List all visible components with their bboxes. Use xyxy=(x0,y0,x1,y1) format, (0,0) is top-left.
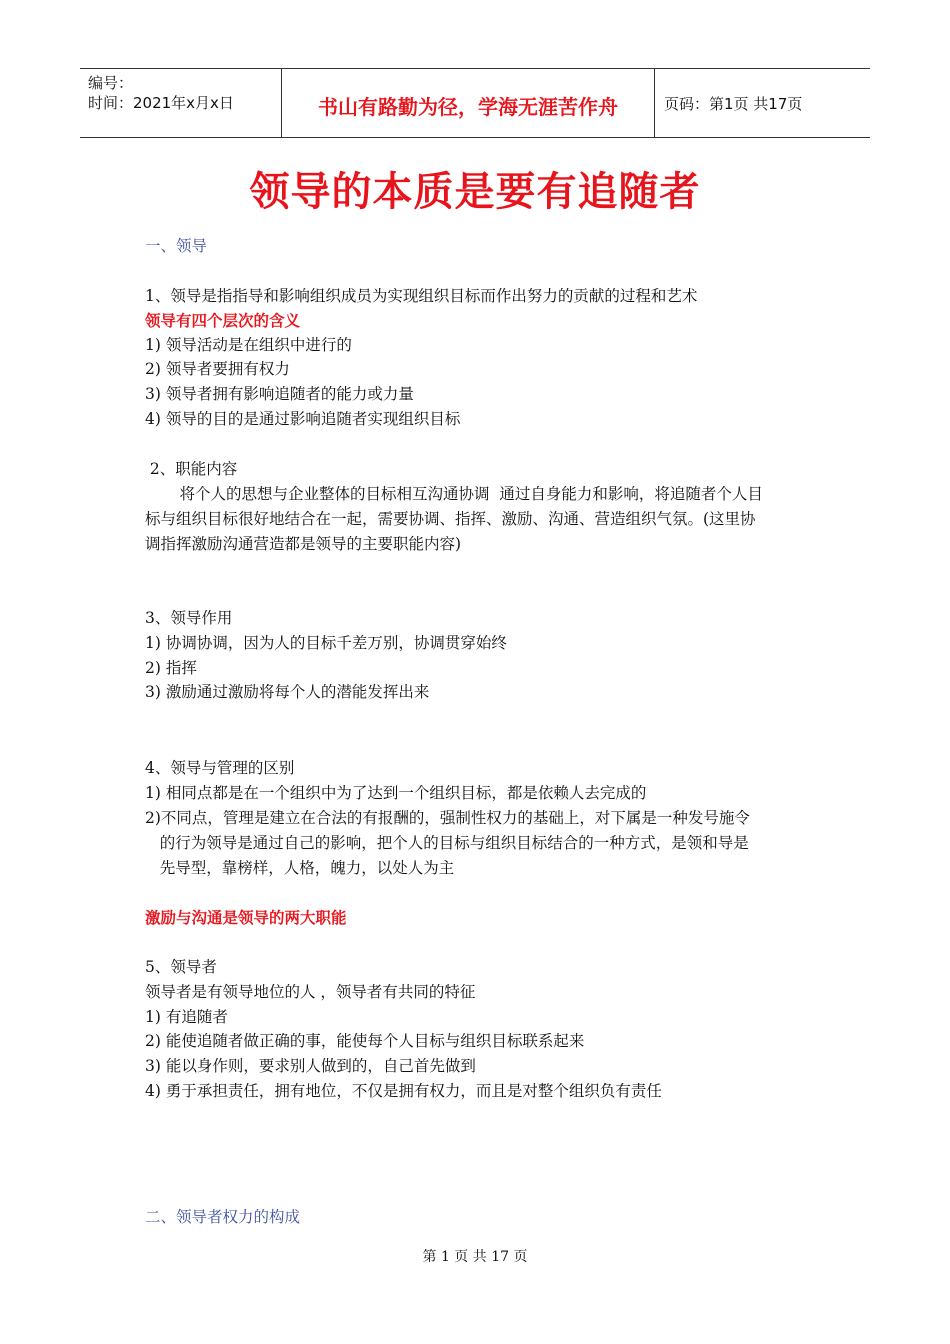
subsection-heading: 3、领导作用 xyxy=(145,609,233,627)
header-motto: 书山有路勤为径，学海无涯苦作舟 xyxy=(318,95,618,119)
list-item: 1) 相同点都是在一个组织中为了达到一个组织目标，都是依赖人去完成的 xyxy=(145,784,647,802)
red-emphasis: 领导有四个层次的含义 xyxy=(145,312,301,330)
list-item: 1) 有追随者 xyxy=(145,1008,228,1026)
list-item: 3) 激励通过激励将每个人的潜能发挥出来 xyxy=(145,683,430,701)
list-item: 1) 协调协调，因为人的目标千差万别，协调贯穿始终 xyxy=(145,634,507,652)
list-item: 3) 能以身作则，要求别人做到的，自己首先做到 xyxy=(145,1057,476,1075)
list-item: 2) 领导者要拥有权力 xyxy=(145,360,290,378)
subsection-heading: 4、领导与管理的区别 xyxy=(145,759,295,777)
section-heading: 二、领导者权力的构成 xyxy=(145,1208,301,1226)
list-item: 1) 领导活动是在组织中进行的 xyxy=(145,336,352,354)
list-item-continued: 先导型，靠榜样，人格，魄力，以处人为主 xyxy=(145,859,455,877)
paragraph-line: 调指挥激励沟通营造都是领导的主要职能内容) xyxy=(145,535,462,553)
document-title: 领导的本质是要有追随者 xyxy=(249,169,701,215)
section-heading: 一、领导 xyxy=(145,237,208,255)
list-item: 2) 指挥 xyxy=(145,659,197,677)
time-label: 时间：2021年x月x日 xyxy=(88,94,234,112)
list-item: 2)不同点，管理是建立在合法的有报酬的，强制性权力的基础上，对下属是一种发号施令 xyxy=(145,809,750,827)
list-item: 2) 能使追随者做正确的事，能使每个人目标与组织目标联系起来 xyxy=(145,1032,585,1050)
header-page-info: 页码：第1页 共17页 xyxy=(664,95,803,113)
subsection-heading: 5、领导者 xyxy=(145,958,217,976)
number-label: 编号： xyxy=(88,74,134,92)
header-meta xyxy=(88,73,234,113)
page-footer: 第 1 页 共 17 页 xyxy=(422,1249,528,1265)
paragraph-line: 将个人的思想与企业整体的目标相互沟通协调 通过自身能力和影响，将追随者个人目 xyxy=(145,485,763,503)
paragraph: 领导者是有领导地位的人 ，领导者有共同的特征 xyxy=(145,983,476,1001)
document-header xyxy=(80,68,870,138)
list-item: 4) 领导的目的是通过影响追随者实现组织目标 xyxy=(145,410,461,428)
red-emphasis: 激励与沟通是领导的两大职能 xyxy=(145,909,347,927)
list-item: 4) 勇于承担责任，拥有地位，不仅是拥有权力，而且是对整个组织负有责任 xyxy=(145,1082,662,1100)
list-item-continued: 的行为领导是通过自己的影响，把个人的目标与组织目标结合的一种方式，是领和导是 xyxy=(145,834,749,852)
subsection-heading: 2、职能内容 xyxy=(145,460,238,478)
header-divider xyxy=(654,69,655,137)
list-item: 3) 领导者拥有影响追随者的能力或力量 xyxy=(145,385,414,403)
paragraph-line: 标与组织目标很好地结合在一起，需要协调、指挥、激励、沟通、营造组织气氛。(这里协 xyxy=(145,510,756,528)
paragraph: 1、领导是指指导和影响组织成员为实现组织目标而作出努力的贡献的过程和艺术 xyxy=(145,287,698,305)
